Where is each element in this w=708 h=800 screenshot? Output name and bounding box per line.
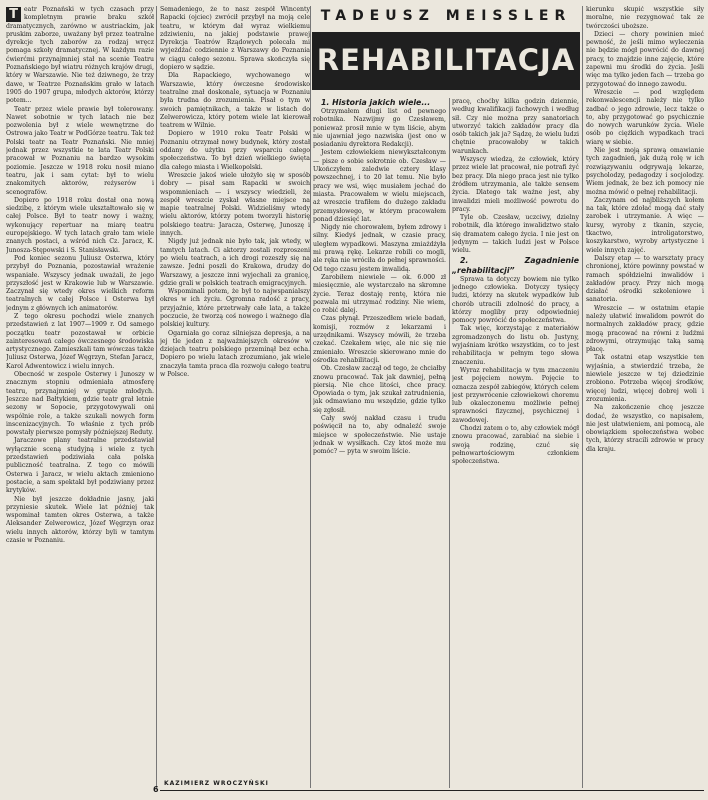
column-divider <box>156 6 157 788</box>
paragraph: Dla Rapackiego, wychowanego w Warszawie, który ówczesne środowisko teatralne znał doskonale, sytuacja w Poznaniu była trudna do zrozumienia. Pisał o tym w swoich pamiętnikach, a także w listach do Zelwerowicza, który potem wiele lat kierował teatrem w Wilnie. <box>160 72 310 130</box>
section-heading: 1. Historia jakich wiele... <box>321 98 431 107</box>
paragraph: Wspominali potem, że był to najwspanialszy okres w ich życiu. Ogromna radość z pracy, przyjaźnie, które przetrwały całe lata, a także poczucie, że tworzą coś nowego i ważnego dla polskiej kultury. <box>160 288 310 329</box>
paragraph: T eatr Poznański w tych czasach przy kompletnym prawie braku szkół dramatycznych, zarówno w austriackim, jak pruskim zaborze, uważany był przez teatralne dyrekcje tych zaborów za rodzaj wręcz pomaga szkoły dramatycznej. W każdym razie ćwierćmi przynajmniej stał na scenie Teatru Poznańskiego był wiatru różnych krajów drugi, który w Warszawie. Nie też dziwnego, że trzy dawe, w Teatrze Poznańskim grało w latach 1905 do 1907 grupa, młodych aktorów, którzy potem... <box>6 6 154 105</box>
section-heading: 2. Zagadnienie „rehabilitacji” <box>452 255 579 275</box>
article-headline <box>312 2 582 94</box>
paragraph: Zarobiłem niewiele — ok. 6.000 zł miesięcznie, ale wystarczało na skromne życie. Teraz dostaję rentę, która nie pozwala mi utrzymać rodziny. Nie wiem, co robić dalej. <box>313 273 446 315</box>
article-column-2 <box>160 6 310 790</box>
paragraph: kierunku skupić wszystkie siły moralne, nie rezygnować tak ze twórczości uboższe. <box>586 6 704 30</box>
paragraph: pracę, choćby kilka godzin dziennie, według kwalifikacji fachowych i według sił. Czy nie można przy sanatoriach utworzyć takich zakładów pracy dla osób takich jak ja? Sądzę, że wielu ludzi chętnie pracowałoby w takich warunkach. <box>452 98 579 155</box>
paragraph: Nie jest moją sprawą omawianie tych zagadnień, jak dużą rolę w ich rozwiązywaniu odgrywają lekarze, psycholodzy, pedagodzy i socjolodzy. Wiem jednak, że bez ich pomocy nie można mówić o pełnej rehabilitacji. <box>586 147 704 196</box>
paragraph: Z tego okresu pochodzi wiele znanych przedstawień z lat 1907—1909 r. Od samego początku teatr pozostawał w orbicie zainteresowań całego ówczesnego środowiska artystycznego. Zamieszkali tam wówczas także Juliusz Osterwa, Józef Węgrzyn, Stefan Jaracz, Karol Adwentowicz i wielu innych. <box>6 312 154 370</box>
paragraph: Nigdy nie chorowałem, byłem zdrowy i silny. Kiedyś jednak, w czasie pracy, uległem wypadkowi. Maszyna zmiażdżyła mi prawą rękę. Lekarze robili co mogli, ale ręka nie wróciła do pełnej sprawności. Od tego czasu jestem inwalidą. <box>313 224 446 273</box>
page-number: 6 <box>153 785 159 794</box>
paragraph: Chodzi zatem o to, aby człowiek mógł znowu pracować, zarabiać na siebie i swoją rodzinę, czuć się pełnowartościowym członkiem społeczeństwa. <box>452 424 579 466</box>
footer-rule <box>160 790 704 791</box>
paragraph: Jestem człowiekiem niewykształconym — pisze o sobie sokrotnie ob. Czesław — Ukończyłem zaledwie cztery klasy powszechnej, i to 20 lat temu. Nie było pracy we wsi, więc musiałem jechać do miasta. Pracowałem w wielu miejscach, aż wreszcie trafiłem do dużego zakładu przemysłowego, w którym pracowałem ponad dziesięć lat. <box>313 149 446 223</box>
paragraph: Nie był jeszcze dokładnie jasny, jaki przyniesie skutek. Wiele lat później tak wspominał tamten okres Osterwa, a także Aleksander Zelwerowicz, Józef Węgrzyn oraz wielu innych aktorów, którzy byli w tamtym czasie w Poznaniu. <box>6 495 154 544</box>
paragraph: Dalszy etap — to warsztaty pracy chronionej, które powinny powstać w ramach spółdzielni inwalidów i zakładów pracy. Przy nich mogą działać ośrodki szkoleniowe i sanatoria. <box>586 254 704 304</box>
author-name: TADEUSZ MEISSLER <box>320 8 572 24</box>
paragraph: Jaraczowe plany teatralne przedstawiał wyłącznie sceną studyjną i wiele z tych przedstawień podziwiała cała polska publiczność teatralna. Z tego co mówili Osterwa i Jaracz, w wielu aktach zmieniono postacie, a sam spektakl był podziwiany przez krytyków. <box>6 437 154 495</box>
article-title: REHABILITACJA <box>316 43 576 77</box>
paragraph: Dopiero po 1918 roku dostał ona nową siedzibę, z którym wiele ukształtowało się w całej Polsce. Był to teatr nowy i ważny, wykonujący repertuar na miarę teatru europejskiego. W tych latach grało tam wiele znanych postaci, a wśród nich Cz. Jaracz, K. Junosza-Stępowski i S. Stanisławski. <box>6 196 154 254</box>
paragraph: Czas płynął. Przeszedłem wiele badań, komisji, rozmów z lekarzami i urzędnikami. Wszyscy mówili, że trzeba czekać. Czekałem więc, ale nic się nie zmieniało. Wreszcie skierowano mnie do ośrodka rehabilitacji. <box>313 315 446 364</box>
paragraph: Pod koniec sezonu Juliusz Osterwa, który przybył do Poznania, pozostawiał wrażenie wspaniałe. Wszyscy jednak uważali, że jego przyszłość jest w Krakowie lub w Warszawie. Zaczynał się wtedy okres wielkich reform teatralnych w całej Polsce i Osterwa był jednym z głównych ich animatorów. <box>6 254 154 312</box>
article-column-5 <box>586 6 704 790</box>
paragraph: Otrzymałem długi list od pewnego robotnika. Nazwijmy go Czesławem, ponieważ prosił mnie w tym liście, abym nie ujawniał jego nazwiska (jest ono w posiadaniu dyrektora Redakcji). <box>313 108 446 149</box>
paragraph: Wreszcie jakoś wiele ułożyło się w sposób dobry — pisał sam Rapacki w swoich wspomnieniach — i wszyscy wiedzieli, że zespół wreszcie zyskał własne miejsce na mapie teatralnej Polski. Widzieliśmy wtedy wielu aktorów, którzy potem tworzyli historię polskiego teatru: Jaracza, Osterwę, Junoszę i innych. <box>160 171 310 238</box>
paragraph: Ob. Czesław zaczął od tego, że chciałby znowu pracować. Tak jak dawniej, pełną piersią. Nie chce litości, chce pracy. Opowiada o tym, jak szukał zatrudnienia, jak odmawiano mu wszędzie, gdzie tylko się zgłosił. <box>313 365 446 414</box>
paragraph: Tak ostatni etap wszystkie ten wyjaśnia, a stwierdzić trzeba, że niewiele jeszcze w tej dziedzinie zrobiono. Potrzeba więcej środków, więcej ludzi, więcej dobrej woli i zrozumienia. <box>586 354 704 403</box>
paragraph: Ogarniała go coraz silniejsza depresja, a na jej tle jeden z najważniejszych okresów w dziejach teatru polskiego przeminął bez echa. Dopiero po wielu latach zrozumiano, jak wiele znaczyła tamta praca dla rozwoju całego teatru w Polsce. <box>160 329 310 379</box>
paragraph: Nigdy już jednak nie było tak, jak wtedy, w tamtych latach. Ci aktorzy zostali rozproszeni po wielu teatrach, a ich drogi rozeszły się na zawsze. Jedni poszli do Krakowa, drudzy do Warszawy, a jeszcze inni wyjechali za granicę, gdzie grali w polskich teatrach emigracyjnych. <box>160 238 310 287</box>
column-divider <box>582 6 583 788</box>
dropcap-letter: T <box>6 7 21 22</box>
paragraph: Wszyscy wiedzą, że człowiek, który przez wiele lat pracował, nie potrafi żyć bez pracy. Dla niego praca jest nie tylko źródłem utrzymania, ale także sensem życia. Dlatego tak ważne jest, aby inwalidzi mieli możliwość powrotu do pracy. <box>452 156 579 213</box>
byline: KAZIMIERZ WROCZYŃSKI <box>164 780 269 787</box>
title-banner <box>312 32 580 90</box>
article-column-4 <box>452 98 579 788</box>
column-divider <box>449 98 450 788</box>
paragraph: Zaczynam od najbliższych kołem na tak, które zdołać mogą dać stały zarobek i utrzymanie. A więc — kursy, wyroby z tkanin, szycie, tkactwo, introligatorstwo, koszykarstwo, wyroby artystyczne i wiele innych zajęć. <box>586 196 704 254</box>
paragraph: Obecność w zespole Osterwy i Junoszy w znacznym stopniu odmieniała atmosferę teatru, przynajmniej w grupie młodych. Jeszcze nad Bałtykiem, gdzie teatr grał letnie sezony w Sopocie, przygotowywali oni wspólnie role, a także szukali nowych form inscenizacyjnych. To właśnie z tych prób powstały pierwsze pomysły późniejszej Reduty. <box>6 371 154 437</box>
paragraph: Dopiero w 1910 roku Teatr Polski w Poznaniu otrzymał nowy budynek, który został oddany do użytku przy wsparciu całego społeczeństwa. To był dzień wielkiego święta dla całego miasta i Wielkopolski. <box>160 130 310 171</box>
paragraph: Teatr przez wiele prawie był tolerowany. Nawet sobotnie w tych latach nie bez pozwolenia był z wiele wewnętrzne do Ostrowa jako Teatr w PodGórze teatru. Tak też Polski teatr na Teatr Poznański. Nie mniej jednak przez wszystkie te lata Teatr Polski pracował w Poznaniu na bardzo wysokim poziomie. Jeszcze w 1918 roku nosił miano teatru, jak i sam cytat: był to wielu znakomitych aktorów, reżyserów i scenografów. <box>6 105 154 196</box>
paragraph: Wreszcie — w ostatnim etapie należy ułatwić inwalidom powrót do normalnych zakładów pracy, gdzie mogą pracować na równi z ludźmi zdrowymi, otrzymując taką samą płacę. <box>586 304 704 354</box>
column-divider <box>310 6 311 788</box>
paragraph: Wyraz rehabilitacja w tym znaczeniu jest pojęciem nowym. Pojęcie to oznacza zespół zabiegów, których celem jest przywrócenie człowiekowi choremu lub okaleczonemu możliwie pełnej sprawności fizycznej, psychicznej i zawodowej. <box>452 366 579 424</box>
paragraph: Semadeniego, że to nasz zespół Wincenty Rapacki (ojciec) zwrócił przybył na moją cele teatru, w którym dał wyraz wielkiemu zdziwieniu, na jakiej podstawie prawej Dyrekcja Teatrów Rządowych polecała mi wyjeżdżać codziennie z Warszawy do Poznania w ciągu całego sezonu. Sprawa skończyła się dopiero w sądzie. <box>160 6 310 72</box>
article-column-3 <box>313 98 446 788</box>
paragraph: Wreszcie — pod względem rekonwalescencji należy nie tylko zadbać o jego zdrowie, lecz także o to, aby przygotować go psychicznie do nowych warunków życia. Wiele osób po ciężkich wypadkach traci wiarę w siebie. <box>586 88 704 146</box>
paragraph: Cały swój nakład czasu i trudu poświęcił na to, aby odnaleźć swoje miejsce w społeczeństwie. Nie ustaje jednak w wysiłkach. Czy ktoś może mu pomóc? — pyta w swoim liście. <box>313 414 446 456</box>
paragraph: Tak więc, korzystając z materiałów zgromadzonych do listu ob. Justyny, wyjaśniam krótko wszystkim, co to jest rehabilitacja w pełnym tego słowa znaczeniu. <box>452 325 579 366</box>
article-column-1 <box>6 6 154 790</box>
paragraph: Na zakończenie chcę jeszcze dodać, że wszystko, co napisałem, nie jest ułatwieniem, ani pomocą, ale obowiązkiem społeczeństwa wobec tych, którzy stracili zdrowie w pracy dla kraju. <box>586 404 704 453</box>
paragraph: Dzieci — chory powinien mieć pewność, że jeśli mimo wyleczenia nie będzie mógł powrócić do dawnej pracy, to znajdzie inne zajęcie, które zapewni mu środki do życia. Jeśli więc ma tylko jeden fach — trzeba go przygotować do innego zawodu. <box>586 30 704 88</box>
paragraph: Sprawa ta dotyczy bowiem nie tylko jednego człowieka. Dotyczy tysięcy ludzi, którzy na skutek wypadków lub chorób utracili zdolność do pracy, a którzy mogliby przy odpowiedniej pomocy powrócić do społeczeństwa. <box>452 275 579 325</box>
paragraph: Tyle ob. Czesław, uczciwy, dzielny robotnik, dla którego inwalidztwo stało się dramatem całego życia. I nie jest on jedynym — takich ludzi jest w Polsce wielu. <box>452 214 579 255</box>
